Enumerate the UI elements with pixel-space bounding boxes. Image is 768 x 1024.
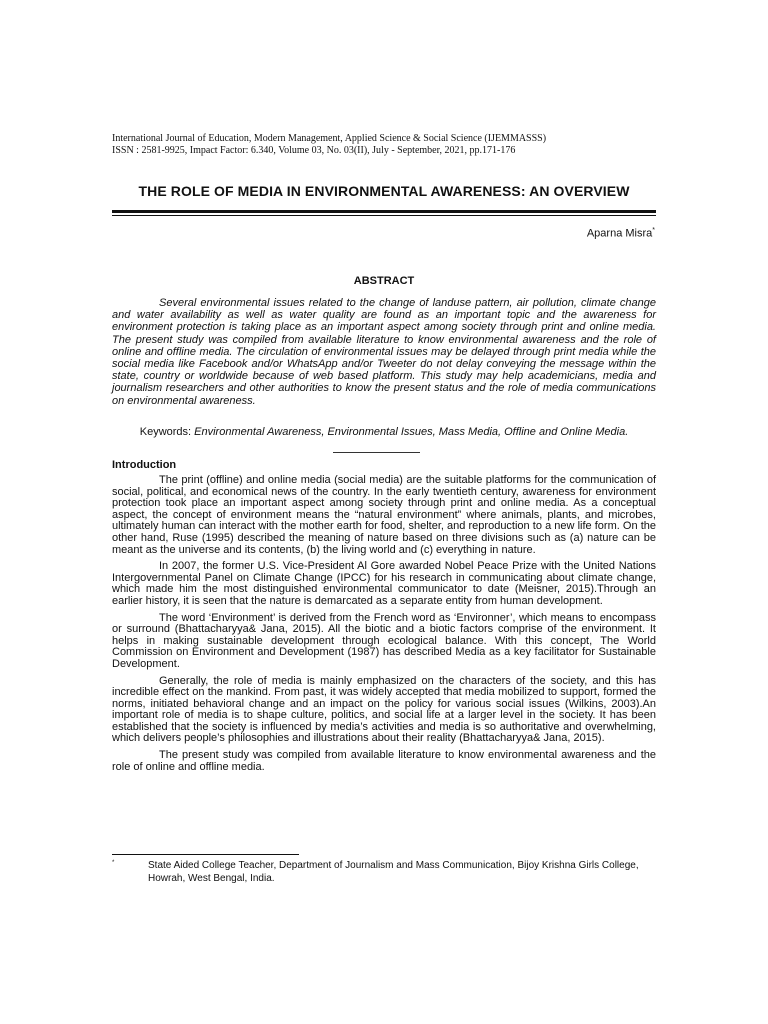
journal-header — [112, 133, 672, 157]
author — [587, 227, 655, 240]
footnote-rule — [112, 854, 299, 855]
footnote — [112, 860, 656, 885]
author-footnote-mark: * — [652, 227, 655, 234]
footnote-mark: * — [112, 860, 115, 866]
keywords-divider — [333, 452, 420, 453]
paragraph: Generally, the role of media is mainly emphasized on the characters of the society, and this has incredible effect on the mankind. From past, it was widely accepted that media mobilized to support, formed the norms, initiated behavioral change and an impact on the policy for various social issues (Wilkins, 2003).An important role of media is to shape culture, politics, and social life at a larger level in the society. It has been established that the society is influenced by media’s activities and media is so authoritative and overwhelming, which delivers people’s philosophies and illustrations about their reality (Bhattacharyya& Jana, 2015). — [112, 674, 656, 745]
keywords-label: Keywords: — [139, 426, 195, 438]
paragraph: The present study was compiled from available literature to know environmental awareness and the role of online and offline media. — [112, 749, 656, 773]
keywords-values: Environmental Awareness, Environmental Issues, Mass Media, Offline and Online Media. — [194, 426, 629, 438]
author-name: Aparna Misra — [586, 227, 653, 240]
paper-title: THE ROLE OF MEDIA IN ENVIRONMENTAL AWARENESS: AN OVERVIEW — [138, 183, 630, 199]
keywords — [112, 426, 656, 438]
paragraph: The word ‘Environment’ is derived from the French word as ‘Environner’, which means to encompass or surround (Bhattacharyya& Jana, 2015). All the biotic and a biotic factors comprise of the environment. It helps in making sustainable development through ecological balance. With this concept, The World Commission on Environment and Development (1987) has described Media as a key facilitator for Sustainable Development. — [112, 611, 656, 670]
paragraph: In 2007, the former U.S. Vice-President Al Gore awarded Nobel Peace Prize with the United Nations Intergovernmental Panel on Climate Change (IPCC) for his research in communicating about climate change, which made him the most distinguished environmental communicator to date (Meisner, 2015).Through an earlier history, it is seen that the nature is demarcated as a separate entity from human development. — [112, 560, 656, 607]
title-rule-thick — [112, 210, 656, 213]
abstract-heading: ABSTRACT — [353, 275, 415, 287]
journal-name: International Journal of Education, Modern Management, Applied Science & Social Science (IJEMMASSS) — [112, 133, 547, 144]
issn-line: ISSN : 2581-9925, Impact Factor: 6.340, Volume 03, No. 03(II), July - September, 2021, pp.171-176 — [112, 145, 516, 156]
introduction-body — [112, 475, 656, 778]
title-rule-thin — [112, 215, 656, 216]
footnote-text: State Aided College Teacher, Department of Journalism and Mass Communication, Bijoy Krishna Girls College, Howrah, West Bengal, India. — [148, 860, 639, 884]
paragraph: The print (offline) and online media (social media) are the suitable platforms for the communication of social, political, and economical news of the country. In the early twentieth century, awareness for environment protection took place an important aspect among society through print and online media. As a conceptual aspect, the concept of environment means the “natural environment” where animals, plants, and microbes, ultimately human can interact with the mother earth for food, shelter, and reproduction to a new life form. On the other hand, Ruse (1995) described the meaning of nature based on three divisions such as (a) nature can be meant as the universe and its contents, (b) the living world and (c) everything in nature. — [112, 474, 656, 556]
abstract-text: Several environmental issues related to the change of landuse pattern, air pollution, climate change and water availability as well as water quality are found as an important topic and the awareness for environment protection is taking place as an important aspect among society through print and online media. The present study was compiled from available literature to know environmental awareness and the role of online and offline media. The circulation of environmental issues may be delayed through print media while the social media like Facebook and/or WhatsApp and/or Tweeter do not delay conveying the message within the state, country or worldwide because of web based platform. This study may help academicians, media and journalism researchers and other authorities to know the present status and the role of media communications on environmental awareness. — [112, 297, 656, 407]
introduction-heading: Introduction — [112, 459, 177, 471]
